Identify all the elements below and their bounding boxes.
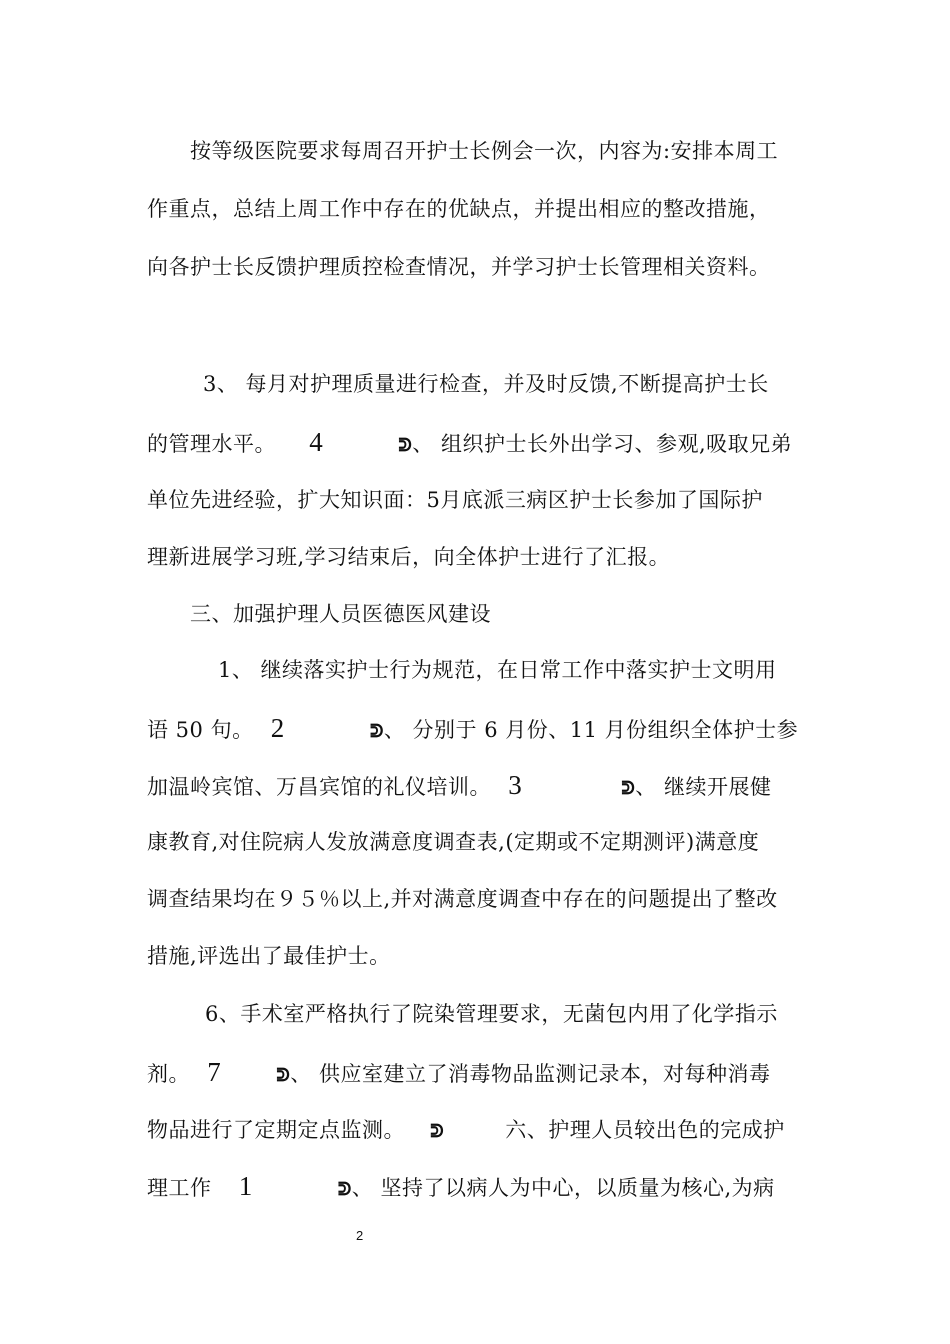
text-fragment: 、 组织护士长外出学习、参观,吸取兄弟 [412,432,793,456]
text-fragment: 、 继续开展健 [635,775,772,799]
text-line [147,428,792,460]
text-fragment: 六、护理人员较出色的完成护 [505,1118,785,1142]
text-line: 3、 每月对护理质量进行检查，并及时反馈,不断提高护士长 [203,372,769,396]
list-number: 4 [309,427,324,457]
text-fragment: 、 坚持了以病人为中心，以质量为核心,为病 [351,1176,775,1200]
text-line: 调查结果均在９５％以上,并对满意度调查中存在的问题提出了整改 [147,887,778,911]
text-line: 作重点，总结上周工作中存在的优缺点，并提出相应的整改措施， [147,197,771,221]
text-line [147,1058,770,1090]
text-line [147,771,771,803]
text-line: 单位先进经验，扩大知识面：5月底派三病区护士长参加了国际护 [147,488,763,512]
glyph-mark: ᕲ [276,1065,291,1086]
list-number: 3 [508,770,523,800]
text-line: 康教育,对住院病人发放满意度调查表,(定期或不定期测评)满意度 [147,830,760,854]
glyph-mark: ᕲ [398,435,413,456]
glyph-mark: ᕲ [369,721,384,742]
text-line: 措施,评选出了最佳护士。 [147,944,391,968]
glyph-mark: ᕲ [337,1179,352,1200]
text-fragment: 、 分别于 6 月份、11 月份组织全体护士参 [383,718,799,742]
text-fragment: 加温岭宾馆、万昌宾馆的礼仪培训。 [147,775,491,799]
text-line [147,714,798,746]
text-line: 1、 继续落实护士行为规范，在日常工作中落实护士文明用 [218,658,777,682]
text-line: 按等级医院要求每周召开护士长例会一次，内容为:安排本周工 [190,139,779,163]
section-heading: 三、加强护理人员医德医风建设 [190,602,491,626]
text-fragment: 理工作 [147,1176,212,1200]
text-line: 理新进展学习班,学习结束后，向全体护士进行了汇报。 [147,545,671,569]
text-line: 6、手术室严格执行了院染管理要求，无菌包内用了化学指示 [205,1002,778,1026]
text-line [147,1172,775,1204]
text-line: 向各护士长反馈护理质控检查情况，并学习护士长管理相关资料。 [147,255,771,279]
text-fragment: 物品进行了定期定点监测。 [147,1118,405,1142]
list-number: 1 [238,1171,253,1201]
page-number: 2 [356,1228,364,1243]
text-fragment: 语 50 句。 [147,718,254,742]
list-number: 7 [207,1057,222,1087]
text-line [147,1116,785,1146]
text-fragment: 的管理水平。 [147,432,276,456]
glyph-mark: ᕲ [621,778,636,799]
glyph-mark: ᕲ [430,1121,445,1142]
text-fragment: 剂。 [147,1062,190,1086]
text-fragment: 、 供应室建立了消毒物品监测记录本，对每种消毒 [290,1062,771,1086]
list-number: 2 [270,713,285,743]
